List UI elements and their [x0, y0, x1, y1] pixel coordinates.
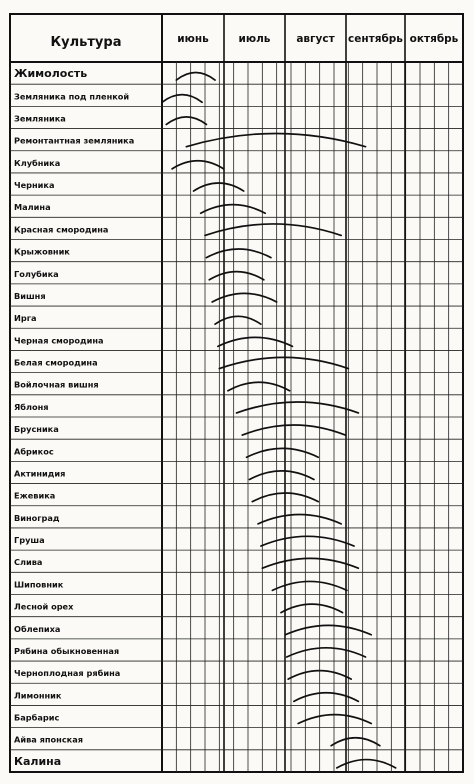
harvest-period-arc — [218, 337, 293, 346]
crop-label: Рябина обыкновенная — [14, 645, 120, 656]
harvest-period-arc — [258, 515, 341, 524]
harvest-period-arc — [272, 581, 347, 590]
crop-label: Облепиха — [14, 623, 61, 634]
crop-label: Брусника — [14, 424, 59, 435]
crop-label: Черная смородина — [14, 335, 104, 346]
crop-label: Айва японская — [14, 734, 84, 745]
crop-label: Слива — [14, 557, 43, 568]
harvest-period-arc — [219, 357, 348, 368]
crop-label: Белая смородина — [14, 357, 98, 368]
harvest-period-arc — [247, 448, 319, 457]
crop-label: Крыжовник — [14, 246, 70, 257]
month-header-label: июнь — [177, 33, 209, 45]
header-crop-column: Культура — [50, 35, 122, 50]
harvest-period-arc — [205, 224, 341, 235]
harvest-period-arc — [242, 425, 345, 435]
harvest-period-arc — [331, 738, 380, 746]
crop-label: Шиповник — [14, 579, 64, 590]
month-header-label: сентябрь — [348, 33, 403, 45]
crop-label: Барбарис — [14, 712, 60, 723]
crop-label: Клубника — [14, 157, 61, 168]
crop-label: Голубика — [14, 268, 59, 279]
crop-label: Лесной орех — [14, 601, 74, 612]
harvest-period-arc — [298, 715, 371, 724]
harvest-period-arc — [186, 133, 365, 146]
crop-label: Яблоня — [14, 401, 49, 412]
crop-label: Виноград — [14, 512, 60, 523]
crop-label: Калина — [14, 754, 62, 768]
harvest-period-arc — [287, 648, 366, 657]
harvest-period-arc — [172, 161, 224, 169]
harvest-period-arc — [209, 272, 263, 280]
month-header-label: июль — [238, 33, 271, 45]
harvest-period-arc — [166, 117, 206, 125]
table-frame — [10, 14, 463, 772]
crop-label: Войлочная вишня — [14, 379, 99, 390]
harvest-period-arc — [285, 625, 371, 634]
crop-label: Малина — [14, 202, 51, 213]
harvest-period-arc — [237, 402, 359, 413]
harvest-period-arc — [194, 183, 244, 191]
crop-label: Черника — [14, 180, 55, 191]
crop-label: Земляника — [14, 113, 66, 124]
crop-label: Лимонник — [14, 690, 62, 701]
harvest-period-arc — [261, 536, 354, 546]
crop-label: Красная смородина — [14, 224, 109, 235]
harvest-period-arc — [249, 471, 313, 480]
crop-label: Жимолость — [14, 67, 88, 81]
harvest-period-arc — [281, 604, 343, 612]
harvest-period-arc — [215, 316, 261, 324]
harvest-period-arc — [228, 382, 290, 390]
month-header-label: август — [296, 33, 335, 45]
crop-label: Ежевика — [14, 490, 56, 501]
month-header-label: октябрь — [409, 33, 459, 45]
harvest-period-arc — [176, 73, 215, 81]
harvest-period-arc — [201, 205, 266, 214]
harvest-period-arc — [212, 293, 276, 302]
crop-label: Груша — [14, 535, 45, 546]
crop-label: Ирга — [14, 313, 37, 324]
crop-label: Земляника под пленкой — [14, 91, 130, 102]
harvest-period-arc — [206, 249, 270, 258]
harvest-period-arc — [162, 95, 202, 103]
crop-label: Черноплодная рябина — [14, 668, 121, 679]
crop-label: Ремонтантная земляника — [14, 135, 135, 146]
crop-label: Актинидия — [14, 468, 66, 479]
crop-label: Вишня — [14, 290, 46, 301]
crop-label: Абрикос — [14, 446, 54, 457]
